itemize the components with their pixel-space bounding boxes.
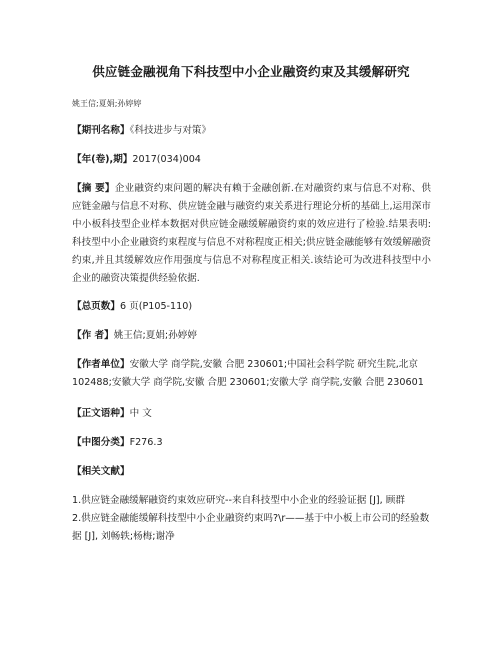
reference-item[interactable]: 2.供应链金融能缓解科技型中小企业融资约束吗?\r——基于中小板上市公司的经验数据 [J], 刘畅轶;杨梅;谢净: [72, 513, 430, 542]
year-issue-row: [72, 151, 431, 169]
document-title: 供应链金融视角下科技型中小企业融资约束及其缓解研究: [92, 64, 410, 79]
language-value: 中 文: [129, 408, 152, 419]
abstract-label: 【摘 要】: [72, 183, 115, 194]
references-label: 【相关文献】: [72, 466, 130, 477]
pages-value: 6 页(P105-110): [119, 301, 193, 312]
references-list: [72, 492, 431, 546]
language-row: [72, 405, 431, 423]
reference-item[interactable]: 1.供应链金融缓解融资约束效应研究--来自科技型中小企业的经验证据 [J], 顾群: [72, 495, 405, 506]
authors-value: 姚王信;夏娟;孙婷婷: [113, 330, 197, 341]
journal-value: 《科技进步与对策》: [129, 125, 212, 136]
affiliation-row: [72, 356, 431, 392]
author-line: 姚王信;夏娟;孙婷婷: [72, 99, 142, 108]
classification-row: [72, 434, 431, 452]
classification-value: F276.3: [129, 437, 163, 448]
abstract-text: 企业融资约束问题的解决有赖于金融创新.在对融资约束与信息不对称、供应链金融与信息不对称、供应链金融与融资约束关系进行理论分析的基础上,运用深市中小板科技型企业样本数据对供应链金融缓解融资约束的效应进行了检验.结果表明:科技型中小企业融资约束程度与信息不对称程度正相关;供应链金融能够有效缓解融资约束,并且其缓解效应作用强度与信息不对称程度正相关.该结论可为改进科技型中小企业的融资决策提供经验依据.: [72, 183, 431, 284]
authors-label: 【作 者】: [72, 330, 114, 341]
year-issue-label: 【年(卷),期】: [72, 154, 133, 165]
classification-label: 【中图分类】: [72, 437, 130, 448]
pages-row: [72, 298, 431, 316]
affiliation-value: 安徽大学 商学院,安徽 合肥 230601;中国社会科学院 研究生院,北京 102488;安徽大学 商学院,安徽 合肥 230601;安徽大学 商学院,安徽 合肥 230601: [72, 359, 424, 388]
journal-label: 【期刊名称】: [72, 125, 130, 136]
affiliation-label: 【作者单位】: [72, 359, 130, 370]
abstract-row: [72, 180, 431, 288]
authors-row: [72, 327, 431, 345]
journal-row: [72, 122, 431, 140]
pages-label: 【总页数】: [72, 301, 120, 312]
language-label: 【正文语种】: [72, 408, 130, 419]
year-issue-value: 2017(034)004: [132, 154, 201, 165]
references-heading-row: [72, 463, 431, 481]
